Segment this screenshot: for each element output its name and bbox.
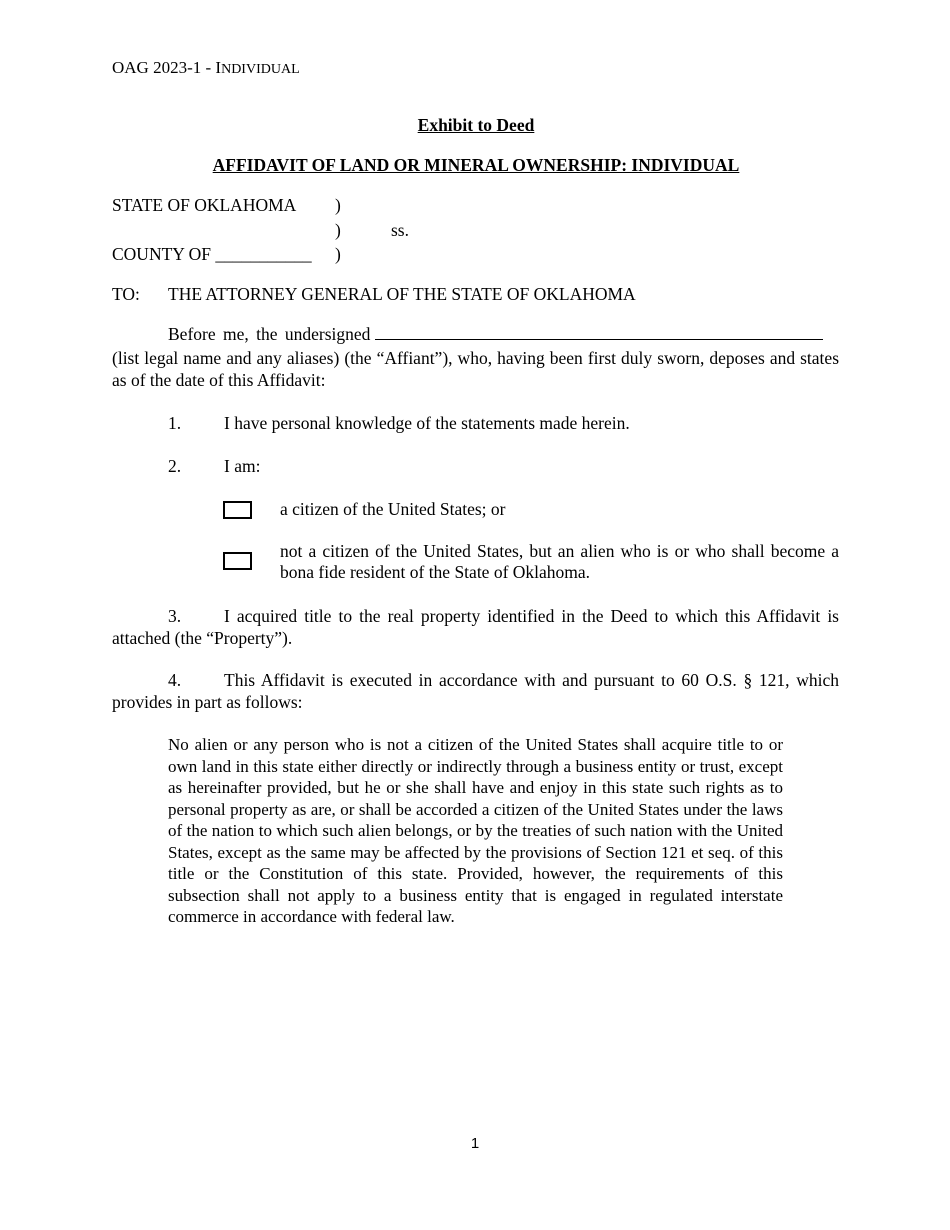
item-2-number: 2. — [168, 456, 182, 476]
item-3-text: I acquired title to the real property identified in the Deed to which this Affidavit is attached (the “Property”). — [112, 606, 839, 648]
intro-lead: Before me, the undersigned — [168, 324, 371, 344]
venue-state: STATE OF OKLAHOMA — [112, 195, 297, 215]
item-4-paragraph — [112, 669, 839, 713]
document-header — [112, 57, 300, 81]
county-blank[interactable]: ___________ — [215, 244, 312, 264]
to-label: TO: — [112, 284, 140, 304]
venue-paren-3: ) — [335, 244, 341, 264]
item-1-number: 1. — [168, 413, 182, 433]
citizen-checkbox[interactable] — [223, 501, 252, 519]
item-4-number: 4. — [168, 670, 182, 690]
resident-alien-checkbox[interactable] — [223, 552, 252, 570]
venue-paren-2: ) — [335, 220, 341, 240]
venue-county — [112, 243, 312, 265]
doc-id: OAG 2023-1 - — [112, 58, 216, 77]
exhibit-title: Exhibit to Deed — [417, 115, 535, 135]
county-label: COUNTY OF — [112, 244, 212, 264]
item-3-paragraph — [112, 605, 839, 649]
doc-type-first: I — [215, 58, 222, 77]
citizen-option-text: a citizen of the United States; or — [280, 499, 506, 519]
statute-quote: No alien or any person who is not a citizen of the United States shall acquire title to or own land in this state either directly or indirectly through a business entity or trust, except as hereinafter provided, but he or she shall have and enjoy in this state such rights as to personal property as are, or shall be accorded a citizen of the United States under the laws of the nation to which such alien belongs, or by the treaties of such nation with the United States, except as the same may be affected by the provisions of Section 121 et seq. of this title or the Constitution of this state. Provided, however, the requirements of this subsection shall not apply to a business entity that is engaged in regulated interstate commerce in accordance with federal law. — [168, 735, 783, 926]
intro-rest: (list legal name and any aliases) (the “Affiant”), who, having been first duly sworn, deposes and states as of the date of this Affidavit: — [112, 348, 839, 390]
doc-type-rest: NDIVIDUAL — [221, 62, 300, 77]
affidavit-title: AFFIDAVIT OF LAND OR MINERAL OWNERSHIP: INDIVIDUAL — [212, 155, 740, 175]
to-recipient: THE ATTORNEY GENERAL OF THE STATE OF OKLAHOMA — [168, 284, 636, 304]
affiant-name-blank[interactable] — [375, 324, 823, 340]
resident-alien-option-text: not a citizen of the United States, but an alien who is or who shall become a bona fide resident of the State of Oklahoma. — [280, 541, 839, 582]
item-4-text: This Affidavit is executed in accordance with and pursuant to 60 O.S. § 121, which provides in part as follows: — [112, 670, 839, 712]
item-1-text: I have personal knowledge of the statements made herein. — [224, 413, 630, 433]
venue-paren-1: ) — [335, 195, 341, 215]
item-2-text: I am: — [224, 456, 261, 476]
item-3-number: 3. — [168, 606, 182, 626]
page-number: 1 — [470, 1135, 480, 1152]
intro-first-line — [112, 323, 839, 345]
venue-ss: ss. — [391, 220, 409, 240]
